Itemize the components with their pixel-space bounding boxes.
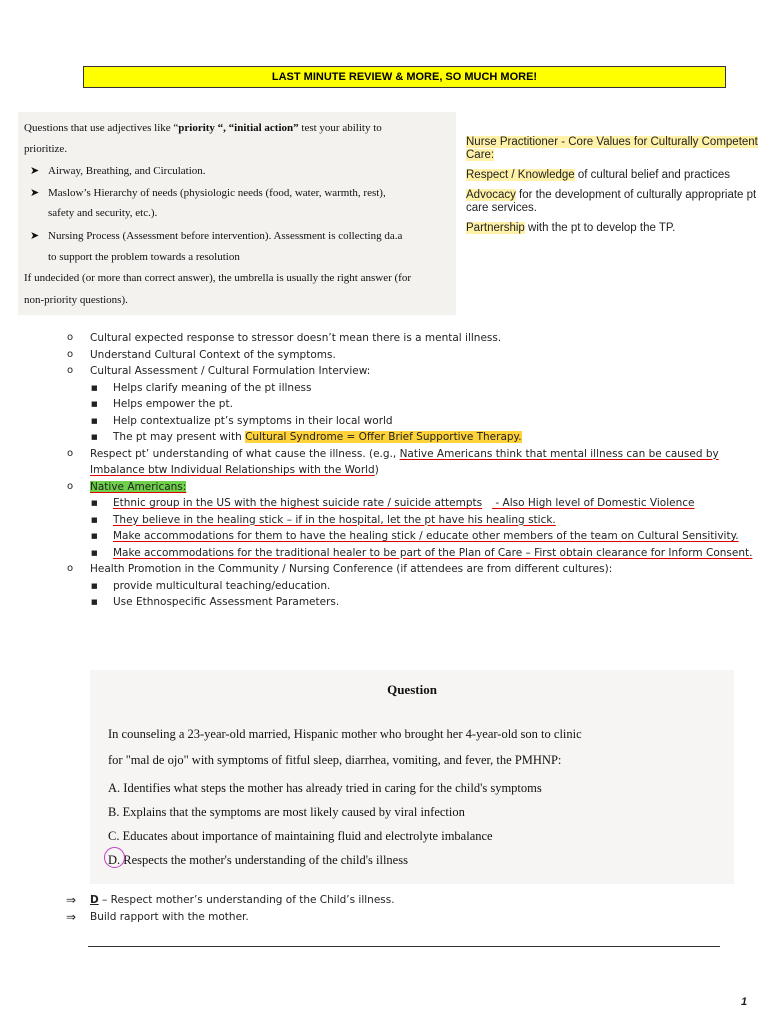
np-value-item: Advocacy for the development of culturally appropriate pt care services. [466,189,757,214]
question-title: Question [387,682,437,697]
outline-subitem: ■ Help contextualize pt’s symptoms in their local world [66,413,756,430]
np-core-values [466,136,766,242]
outline-subitem: ■ The pt may present with Cultural Syndrome = Offer Brief Supportive Therapy. [66,429,756,446]
outline-subitem: ■ Use Ethnospecific Assessment Parameters. [66,594,756,611]
question-stem: In counseling a 23-year-old married, Hispanic mother who brought her 4-year-old son to clinic [108,727,582,741]
answer-option-correct: D. Respects the mother's understanding of the child's illness [108,853,408,867]
outline-subitem: ■ Helps clarify meaning of the pt illness [66,380,756,397]
np-value-item: Respect / Knowledge of cultural belief and practices [466,169,731,181]
intro-line: Questions that use adjectives like “priority “, “initial action” test your ability to [24,122,382,134]
np-heading: Nurse Practitioner - Core Values for Culturally Competent Care: [466,136,758,161]
page-number: 1 [741,996,748,1008]
question-stem: for "mal de ojo" with symptoms of fitful sleep, diarrhea, vomiting, and fever, the PMHNP: [108,753,562,767]
question-scan [90,670,734,884]
outline-item: o Understand Cultural Context of the symptoms. [66,347,756,364]
answer-option: B. Explains that the symptoms are most likely caused by viral infection [108,805,465,819]
scan-bullet: ➤ Maslow’s Hierarchy of needs (physiologic needs (food, water, warmth, rest), [30,187,386,199]
outline-item: o Cultural expected response to stressor doesn’t mean there is a mental illness. [66,330,756,347]
divider [88,946,720,947]
correct-answer-circle [104,847,125,868]
outline-subitem: ■ Make accommodations for them to have the healing stick / educate other members of the team on Cultural Sensitivity. [66,528,756,545]
outline-subitem: ■ Make accommodations for the traditional healer to be part of the Plan of Care – First obtain clearance for Inform Consent. [66,545,756,562]
answer-option: C. Educates about importance of maintaining fluid and electrolyte imbalance [108,829,493,843]
answer-option: A. Identifies what steps the mother has already tried in caring for the child's symptoms [108,781,542,795]
priority-note-scan [18,112,456,315]
scan-bullet-continuation: to support the problem towards a resolution [48,251,240,263]
native-americans-highlight: Native Americans: [90,480,187,493]
outline-item: o Respect pt’ understanding of what cause the illness. (e.g., Native Americans think that mental illness can be caused by Imbalance btw Individual Relationships with the World) [66,446,756,479]
scan-footer: non-priority questions). [24,294,128,306]
cultural-outline [66,330,756,611]
scan-bullet: ➤ Airway, Breathing, and Circulation. [30,165,206,177]
outline-subitem: ■ Helps empower the pt. [66,396,756,413]
page-title-banner: LAST MINUTE REVIEW & MORE, SO MUCH MORE! [83,66,726,88]
outline-item: o Cultural Assessment / Cultural Formulation Interview: [66,363,756,380]
cultural-syndrome-highlight: Cultural Syndrome = Offer Brief Supportive Therapy. [245,431,522,443]
outline-subitem: ■ provide multicultural teaching/education. [66,578,756,595]
scan-bullet-continuation: safety and security, etc.). [48,207,158,219]
answer-note: ⇒ Build rapport with the mother. [66,910,249,924]
arrow-icon: ⇒ [66,910,77,924]
np-value-item: Partnership with the pt to develop the TP. [466,222,676,234]
answer-notes [66,892,746,926]
scan-footer: If undecided (or more than correct answer), the umbrella is usually the right answer (for [24,272,411,284]
outline-item: o Health Promotion in the Community / Nursing Conference (if attendees are from different cultures): [66,561,756,578]
outline-subitem: ■ Ethnic group in the US with the highest suicide rate / suicide attempts - Also High level of Domestic Violence [66,495,756,512]
scan-bullet: ➤ Nursing Process (Assessment before intervention). Assessment is collecting da.a [30,230,403,242]
outline-subitem: ■ They believe in the healing stick – if in the hospital, let the pt have his healing stick. [66,512,756,529]
intro-line-2: prioritize. [24,143,68,155]
outline-item [66,479,756,496]
answer-note: ⇒ D – Respect mother’s understanding of the Child’s illness. [66,893,395,907]
arrow-icon: ⇒ [66,893,77,907]
